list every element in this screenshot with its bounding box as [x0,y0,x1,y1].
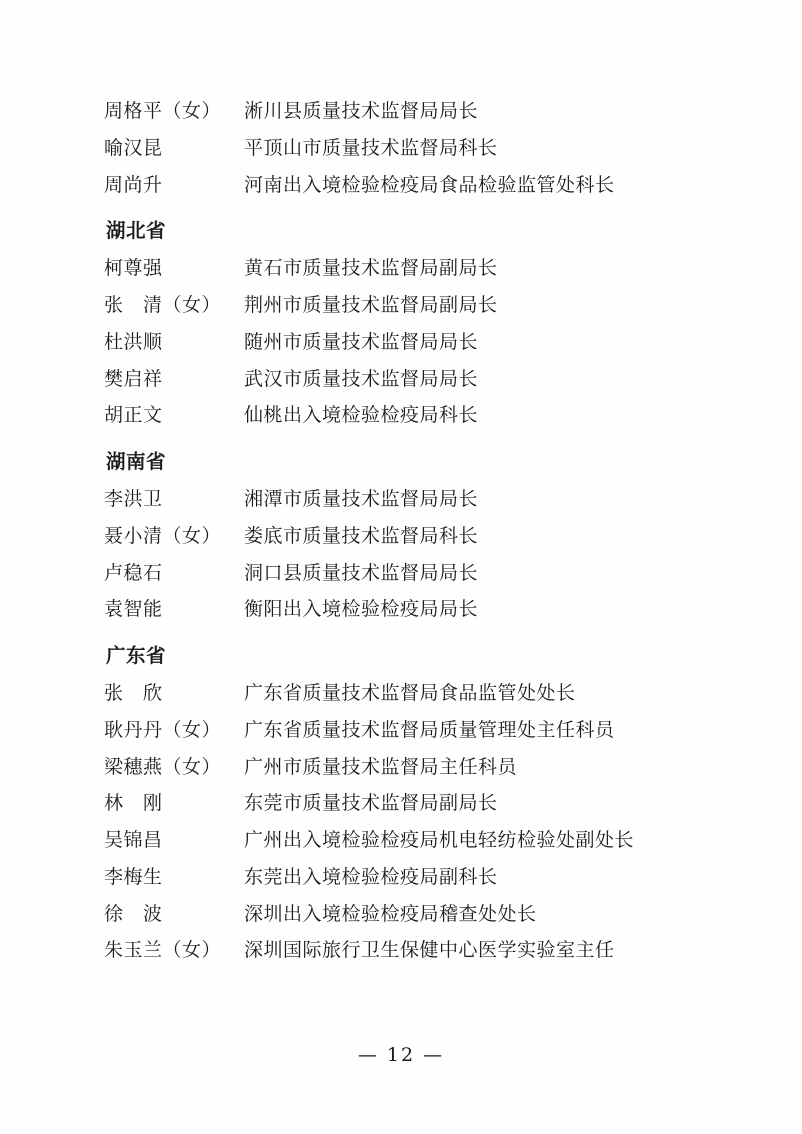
list-item [104,939,724,963]
person-title: 深圳国际旅行卫生保健中心医学实验室主任 [244,939,615,962]
person-title: 深圳出入境检验检疫局稽查处处长 [244,902,537,925]
person-name: 徐 波 [104,902,163,925]
list-item [104,562,724,586]
section-heading-guangdong: 广东省 [106,644,167,667]
person-name: 袁智能 [104,598,163,621]
person-title: 黄石市质量技术监督局副局长 [244,257,498,280]
list-item [104,525,724,549]
name-list-group [104,488,724,622]
section-heading-hubei: 湖北省 [106,219,167,243]
list-item [104,174,724,198]
person-name: 林 刚 [104,792,163,815]
name-list-group [104,257,724,428]
person-title: 娄底市质量技术监督局科长 [244,524,479,547]
page-footer [0,1044,802,1066]
person-title: 河南出入境检验检疫局食品检验监管处科长 [244,173,615,196]
person-name: 吴锦昌 [104,829,163,851]
person-name: 李洪卫 [104,488,163,510]
person-name: 樊启祥 [104,367,163,390]
list-item [104,294,724,318]
person-title: 湘潭市质量技术监督局局长 [244,488,479,510]
person-title: 衡阳出入境检验检疫局局长 [244,598,479,621]
list-item [104,368,724,392]
person-name: 杜洪顺 [104,330,163,353]
person-name: 周格平（女） [104,100,222,122]
document-body [104,100,724,976]
person-title: 洞口县质量技术监督局局长 [244,561,479,584]
person-title: 平顶山市质量技术监督局科长 [244,136,498,159]
list-item [104,257,724,281]
person-name: 聂小清（女） [104,524,222,547]
person-name: 梁穗燕（女） [104,755,222,778]
list-item [104,719,724,743]
list-item [104,331,724,355]
person-name: 喻汉昆 [104,136,163,159]
person-name: 胡正文 [104,404,163,427]
person-title: 广东省质量技术监督局食品监管处处长 [244,682,576,704]
page-number: — 12 — [357,1044,445,1066]
person-title: 广州出入境检验检疫局机电轻纺检验处副处长 [244,829,635,851]
person-title: 武汉市质量技术监督局局长 [244,367,479,390]
section-heading-hunan: 湖南省 [106,450,167,473]
list-item [104,829,724,853]
list-item [104,100,724,124]
list-item [104,756,724,780]
person-title: 淅川县质量技术监督局局长 [244,100,479,122]
person-title: 东莞市质量技术监督局副局长 [244,792,498,815]
person-title: 东莞出入境检验检疫局副科长 [244,865,498,888]
person-title: 广东省质量技术监督局质量管理处主任科员 [244,718,615,741]
person-title: 广州市质量技术监督局主任科员 [244,755,518,778]
person-name: 周尚升 [104,173,163,196]
person-name: 张 清（女） [104,294,222,316]
person-name: 耿丹丹（女） [104,718,222,741]
list-item [104,137,724,161]
person-title: 荆州市质量技术监督局副局长 [244,294,498,316]
name-list-group [104,100,724,197]
person-name: 朱玉兰（女） [104,939,222,962]
person-name: 卢稳石 [104,561,163,584]
list-item [104,598,724,622]
person-title: 随州市质量技术监督局局长 [244,330,479,353]
list-item [104,404,724,428]
list-item [104,903,724,927]
person-title: 仙桃出入境检验检疫局科长 [244,404,479,427]
list-item [104,488,724,512]
person-name: 张 欣 [104,682,163,704]
list-item [104,792,724,816]
person-name: 李梅生 [104,865,163,888]
list-item [104,866,724,890]
list-item [104,682,724,706]
person-name: 柯尊强 [104,257,163,280]
name-list-group [104,682,724,963]
